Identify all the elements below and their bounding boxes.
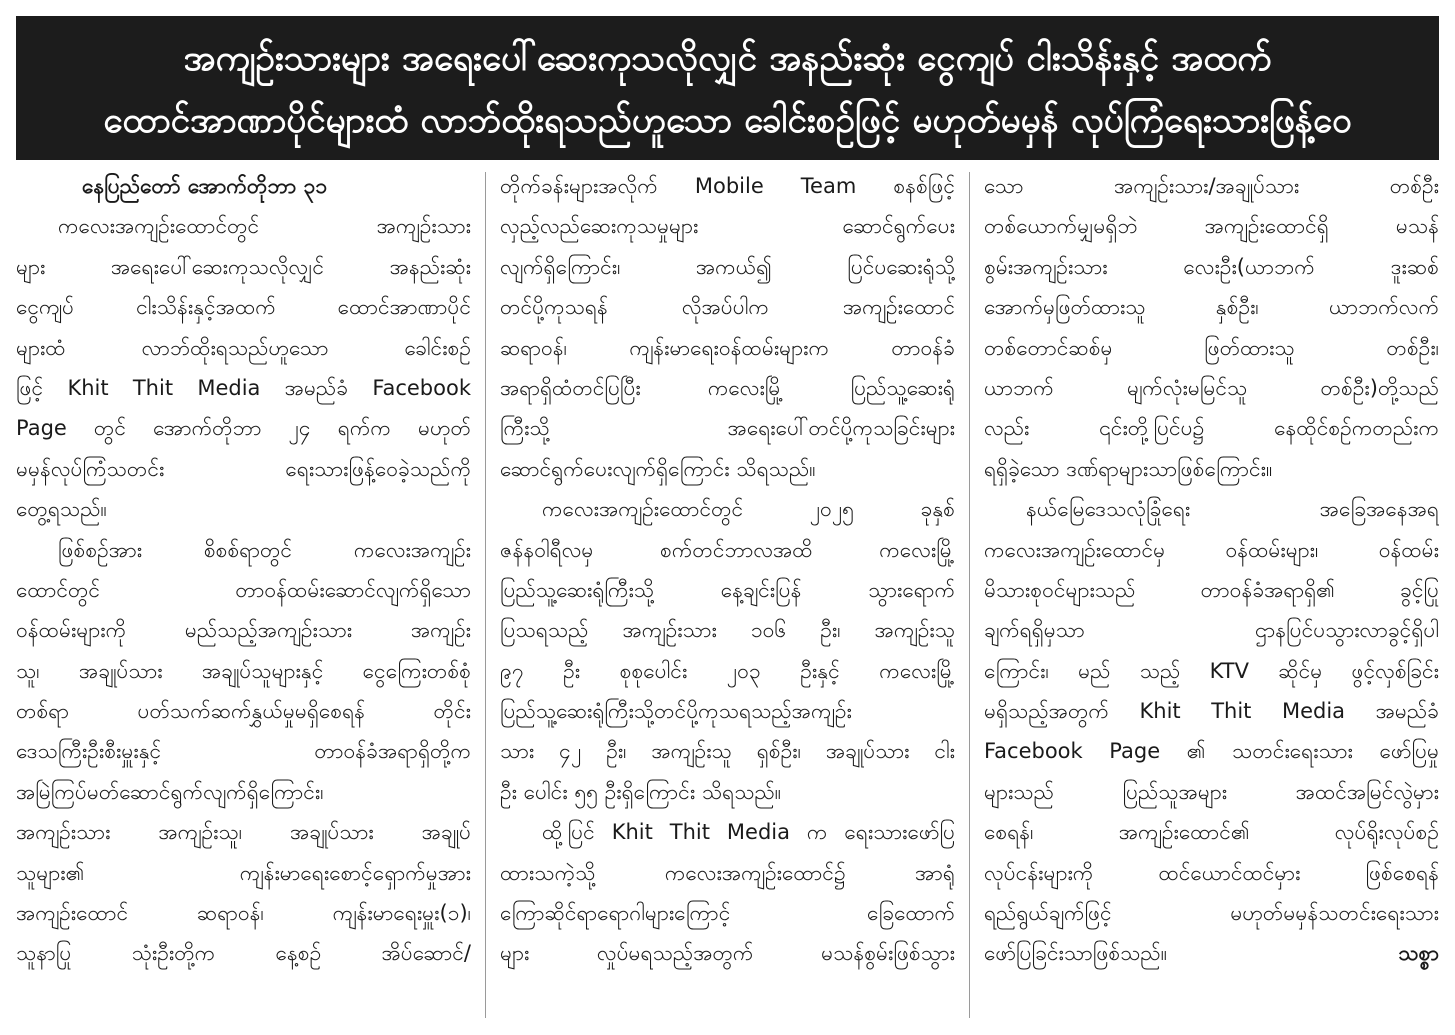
text-line: ဖြင့် Khit Thit Media အမည်ခံ Facebook <box>16 375 471 400</box>
text-line: ၉၇ ဦး စုစုပေါင်း ၂၀၃ ဦးနှင့် ကလေးမြို့ <box>500 658 955 683</box>
text-line: ဦး ပေါင်း ၅၅ ဦးရှိကြောင်း သိရသည်။ <box>500 779 782 804</box>
text-line: ဆရာဝန်၊ ကျန်းမာရေးဝန်ထမ်းများက တာဝန်ခံ <box>500 335 955 360</box>
text-line: နယ်မြေဒေသလုံခြုံရေး အခြေအနေအရ <box>1026 497 1439 522</box>
text-line: ထားသကဲ့သို့ ကလေးအကျဉ်းထောင်၌ အာရုံ <box>500 860 955 885</box>
text-line: စေရန်၊ အကျဉ်းထောင်၏ လုပ်ရိုးလုပ်စဉ် <box>984 820 1439 845</box>
text-line: ပြည်သူ့ဆေးရုံကြီးသို့ နေ့ချင်းပြန် သွားရောက် <box>500 577 955 602</box>
text-line: ယာဘက် မျက်လုံးမမြင်သူ တစ်ဦး)တို့သည် <box>984 375 1439 400</box>
text-line: အကျဉ်းထောင် ဆရာဝန်၊ ကျန်းမာရေးမှူး(၁)၊ <box>16 901 471 926</box>
text-line: အောက်မှဖြတ်ထားသူ နှစ်ဦး၊ ယာဘက်လက် <box>984 295 1439 320</box>
headline-line-1: အကျဉ်းသားများ အရေးပေါ်ဆေးကုသလိုလျှင် အနည်းဆုံး ငွေကျပ် ငါးသိန်းနှင့် အထက် <box>183 39 1272 79</box>
text-line: သူများ၏ ကျန်းမာရေးစောင့်ရှောက်မှုအား <box>16 860 471 885</box>
text-line: စွမ်းအကျဉ်းသား လေးဦး(ယာဘက် ဒူးဆစ် <box>984 254 1439 279</box>
article-body <box>16 166 1439 1026</box>
closing-line <box>984 933 1439 973</box>
byline: သစ္စာ <box>1398 941 1439 966</box>
text-line: သော အကျဉ်းသား/အချုပ်သား တစ်ဦး <box>984 174 1439 198</box>
text-line: များသည် ပြည်သူအများ အထင်အမြင်လွဲမှား <box>984 779 1439 804</box>
text-line: သူ၊ အချုပ်သား အချုပ်သူများနှင့် ငွေကြေးတစ်စုံ <box>16 658 471 683</box>
headline-banner <box>16 16 1439 160</box>
text-line: တိုက်ခန်းများအလိုက် Mobile Team စနစ်ဖြင့် <box>500 174 955 198</box>
headline-line-2: ထောင်အာဏာပိုင်များထံ လာဘ်ထိုးရသည်ဟူသော ခေါင်းစဉ်ဖြင့် မဟုတ်မမှန် လုပ်ကြံရေးသားဖြန့်ဝေ <box>103 101 1352 141</box>
text-line: တစ်တောင်ဆစ်မှ ဖြတ်ထားသူ တစ်ဦး၊ <box>984 335 1439 360</box>
text-line: အကျဉ်းသား အကျဉ်းသူ၊ အချုပ်သား အချုပ် <box>16 820 471 845</box>
text-line: သူနာပြု သုံးဦးတို့က နေ့စဉ် အိပ်ဆောင်/ <box>16 941 471 966</box>
column-divider <box>969 172 970 1018</box>
text-line: များထံ လာဘ်ထိုးရသည်ဟူသော ခေါင်းစဉ် <box>16 335 471 360</box>
text-line: ဖြစ်စဉ်အား စိစစ်ရာတွင် ကလေးအကျဉ်း <box>58 537 471 562</box>
text-line: လှည့်လည်ဆေးကုသမှုများ ဆောင်ရွက်ပေး <box>500 214 955 239</box>
text-line: များ လှုပ်မရသည့်အတွက် မသန်စွမ်းဖြစ်သွား <box>500 941 955 966</box>
text-line: ကြောဆိုင်ရာရောဂါများကြောင့် ခြေထောက် <box>500 901 955 926</box>
article-column-1 <box>16 166 471 1026</box>
text-line: ရရှိခဲ့သော ဒဏ်ရာများသာဖြစ်ကြောင်း။ <box>984 456 1273 481</box>
text-line: လည်း ၎င်းတို့ပြင်ပ၌ နေထိုင်စဉ်ကတည်းက <box>984 416 1439 441</box>
text-line: မမှန်လုပ်ကြံသတင်း ရေးသားဖြန့်ဝေခဲ့သည်ကို <box>16 456 471 481</box>
text-line: လျက်ရှိကြောင်း၊ အကယ်၍ ပြင်ပဆေးရုံသို့ <box>500 254 955 279</box>
text-line: သား ၄၂ ဦး၊ အကျဉ်းသူ ရှစ်ဦး၊ အချုပ်သား ငါး <box>500 739 955 764</box>
column-divider <box>485 172 486 1018</box>
text-line: လုပ်ငန်းများကို ထင်ယောင်ထင်မှား ဖြစ်စေရန် <box>984 860 1439 885</box>
text-line: များ အရေးပေါ်ဆေးကုသလိုလျှင် အနည်းဆုံး <box>16 254 471 279</box>
text-line: ဆောင်ရွက်ပေးလျက်ရှိကြောင်း သိရသည်။ <box>500 456 816 481</box>
text-line: ကလေးအကျဉ်းထောင်တွင် ၂၀၂၅ ခုနှစ် <box>542 497 955 522</box>
dateline: နေပြည်တော် အောက်တိုဘာ ၃၁ <box>82 174 328 198</box>
text-line: ဖော်ပြခြင်းသာဖြစ်သည်။ <box>984 941 1168 966</box>
text-line: အရာရှိထံတင်ပြပြီး ကလေးမြို့ ပြည်သူ့ဆေးရုံ <box>500 375 955 400</box>
text-line: မိသားစုဝင်များသည် တာဝန်ခံအရာရှိ၏ ခွင့်ပြု <box>984 577 1439 602</box>
article-column-2 <box>500 166 955 1026</box>
text-line: အမြဲကြပ်မတ်ဆောင်ရွက်လျက်ရှိကြောင်း၊ <box>16 779 324 804</box>
text-line: တစ်ယောက်မျှမရှိဘဲ အကျဉ်းထောင်ရှိ မသန် <box>984 214 1439 239</box>
text-line: တစ်ရာ ပတ်သက်ဆက်နွှယ်မှုမရှိစေရန် တိုင်း <box>16 699 471 724</box>
text-line: မရှိသည့်အတွက် Khit Thit Media အမည်ခံ <box>984 699 1439 724</box>
text-line: ကလေးအကျဉ်းထောင်မှ ဝန်ထမ်းများ၊ ဝန်ထမ်း <box>984 537 1439 562</box>
text-line: Facebook Page ၏ သတင်းရေးသား ဖော်ပြမှု <box>984 739 1439 764</box>
text-line: တင်ပို့ကုသရန် လိုအပ်ပါက အကျဉ်းထောင် <box>500 295 955 320</box>
text-line: ဝန်ထမ်းများကို မည်သည့်အကျဉ်းသား အကျဉ်း <box>16 618 471 643</box>
text-line: ထောင်တွင် တာဝန်ထမ်းဆောင်လျက်ရှိသော <box>16 577 471 602</box>
text-line: ဇန်နဝါရီလမှ စက်တင်ဘာလအထိ ကလေးမြို့ <box>500 537 955 562</box>
text-line: ချက်ရရှိမှသာ ဌာနပြင်ပသွားလာခွင့်ရှိပါ <box>984 618 1439 643</box>
text-line: ကလေးအကျဉ်းထောင်တွင် အကျဉ်းသား <box>58 214 471 239</box>
text-line: Page တွင် အောက်တိုဘာ ၂၄ ရက်က မဟုတ် <box>16 416 471 441</box>
text-line: ကြီးသို့ အရေးပေါ်တင်ပို့ကုသခြင်းများ <box>500 416 955 441</box>
text-line: ကြောင်း၊ မည် သည့် KTV ဆိုင်မှ ဖွင့်လှစ်ခြင်း <box>984 658 1439 683</box>
text-line: ထို့ပြင် Khit Thit Media က ရေးသားဖော်ပြ <box>542 820 955 845</box>
text-line: ဒေသကြီးဦးစီးမှူးနှင့် တာဝန်ခံအရာရှိတို့က <box>16 739 471 764</box>
text-line: ပြသရသည့် အကျဉ်းသား ၁၀၆ ဦး၊ အကျဉ်းသူ <box>500 618 955 643</box>
text-line: ငွေကျပ် ငါးသိန်းနှင့်အထက် ထောင်အာဏာပိုင် <box>16 295 471 320</box>
text-line: ရည်ရွယ်ချက်ဖြင့် မဟုတ်မမှန်သတင်းရေးသား <box>984 901 1439 926</box>
text-line: ပြည်သူ့ဆေးရုံကြီးသို့တင်ပို့ကုသရသည့်အကျဉ်း <box>500 699 852 724</box>
text-line: တွေ့ရသည်။ <box>16 497 107 522</box>
article-column-3 <box>984 166 1439 1026</box>
